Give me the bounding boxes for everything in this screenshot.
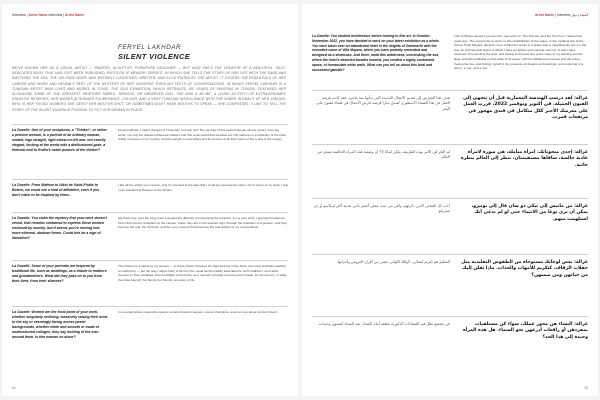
artist-name: FERYEL LAKHDAR — [118, 44, 182, 51]
divider — [312, 90, 588, 91]
arabic-question-2: غزالة: إحدى منحوتاتك، امرأة متأملة، هي صورة لامرأة عادية جالسة، ساقاها مستقيمتان، تنظر إلى العالم بنظرة خائبة. — [460, 150, 588, 168]
right-page — [302, 4, 598, 396]
arabic-answer-5: في مجتمع تظل فيه الفضاءات الذكورية مغلقة أمام النساء، تجد النساء أنفسهن وحيدات. — [317, 322, 450, 326]
arabic-answer-2: لم أفكر في الأمر بهذه الطريقة، ولكن لماذا لا؟ إن وضعية هذه المرأة الجالسة تسخر من العالم. — [317, 150, 450, 160]
answer-5: In a society where masculine spaces remain closed to women, women find alone, and men are alone but don't feel it. — [118, 310, 279, 314]
english-question: La Gazelle: You studied architecture before turning to fine art. In October-November 2022, you have decided to work on your latest exhibition as a whole. You have taken over an abandoned hotel in the heights of Gammarth with the evocative name of Villa Mayara, which you have partially renovated and designed as a showcase. And there, amid this wilderness, overlooking the sea, where the hotel's deserted facades loomed, you created a highly contrasted space, of immaculate white walls. What can you tell us about this total and successful gamble? — [312, 34, 440, 72]
question-5: La Gazelle: Women are the focal point of your work, whether singularly reclining, massively raising their arms to the sky or seemingly facing across pastel backgrounds, whether white and smooth or made of multicoloured collages, they say nothing of the men around them. Is this woman so alone? — [12, 310, 108, 340]
running-header: أسماء | حوار Artist Name | Interview — [535, 13, 588, 17]
running-header: Interview | Artist Name Interview | Artist Name — [12, 13, 85, 17]
question-3: La Gazelle: You claim the mystery that your work doesn't reveal, that remains contained to express these women enclosed by society, but it seems you're moving into more ethereal, abstract forms. Could this be a sign of liberation? — [12, 216, 107, 241]
intro-paragraph: WE'VE KNOWN HER AS A VISUAL ARTIST — PAINTER, SCULPTOR, FURNITURE DESIGNER — BUT NOW SHE'S THE CREATOR OF A BEAUTIFUL, SELF-DEDICATED BOOK THAT HAS JUST BEEN PUBLISHED, ENTITLED 'IF MEMORY SERVES', IN WHICH SHE TELLS THE STORY OF HER LIFE WITH THE SAND AND WATCHING THE SEA, THE 150-PAGE WORK WAS ENTIRELY CONCEIVED, WRITTEN, AND ILLUSTRATED BY THE ARTIST. IT COVERS THE ESSENTIALS OF HER CAREER AND WORK AND REVEALS PART OF THE MYSTERY OF HER UNIVERSE THROUGH TEXTS OF CONVERSATIONS, IN WHICH FERYEL LAKHDAR IS A TUNISIAN ARTIST WHO LIVES AND WORKS IN TUNIS. THE 2016 EXHIBITION, WHICH RETRACED 100 YEARS OF PAINTING IN TUNISIA, FEATURED HER ALONGSIDE SOME OF THE GREATEST. WHETHER SIMPLE, SERIOUS, OR OBSERVED GIRL, SHE WAS A 'MI ME', A LIVING ACTIVITY OF EXTRAORDINARY CREATIVE REVERIES, HER WORDS ALTERNATE EXUBERANCE, COLOUR, AND A VERY TUNISIAN INSOUCIANCE WITH THE SOBER INTIMACY OF HER VISIONS. WHO IS HER YOUNG WOMEN'S SHE SEES? HER MOUTHS SHUT, OR SOMETIMES DON'T HAVE MOUTHS TO SPEAK — SHE CONFESSES, 'I LIKE TO TELL THE STORY OF THE SILENT VIOLENCE PUSHING TO PUT OUR WOMAN IN PLACE.' — [12, 66, 286, 112]
divider — [12, 124, 288, 125]
divider — [312, 254, 588, 255]
answer-1: Feryel Lakhdar: I hadn't thought of it that way, but why not? The posture of this seated woman almost mocks more the world, not only the debate evidenced masters and this smart world that elevates art. Her sadness is a reflection of the bitter reality of women in my country, and the weight on everything and its mercies of all their vision of life is one of the energy. — [118, 128, 287, 142]
answer-2: I like all the artists you mention, and I'm touched at the idea that I could be connected to them, but in terms of my work, I feel more indebted to Picasso or De Chirico. — [118, 183, 288, 192]
question-1: La Gazelle: One of your sculptures, a "Thinker", or rather a pensive woman, is a portrait of an ordinary woman, seated, legs straight, right elbow on left arm, not exactly elegant, looking at the world with a disillusioned gaze, a feminist nod to Rodin's noble posture of the thinker? — [12, 128, 107, 153]
divider — [312, 144, 588, 145]
answer-3: My book may, over the long, have revealed the difficulty of expressing the feminine. In my own work, I approach bodies as forms that can be multiplied on the canvas, where they are in the wooden logs, through the repetition of a gesture, until they become the real, the rhythmic, and the very moment that becomes the real subject of my compositions. — [118, 216, 288, 230]
divider — [312, 316, 588, 317]
divider — [312, 198, 588, 199]
arabic-answer-4: المطبخ هو تكريم لنسائي، لأولئك اللواتي عشن بين أفراح العروس وأحزانها. — [336, 260, 450, 264]
divider — [12, 212, 288, 213]
arabic-answer-1: هدف هذا المعرض إلى تقديم الأعمال الجديدة التي بدأتها منذ عامين، فقد كانت فرصة العمل في هذا الفضاء الأسطوري لفندق ميارا فرصة لعرض الأعمال في فضاء مفتوح على البحر. — [316, 96, 450, 111]
arabic-question-3: غزالة: من ماتيس إلى نيكي دو سان فال إلى بوتيرو، يمكن أن نرى نوعا من الانتماء حتى لو لم تدعي أنك استلهمت منهم. — [471, 204, 588, 222]
answer-4: The Kitchen is a tribute to my women — to those chiefly between the high and low of the bride, the many festivities leading to matrimony — but the way I depict them is far from the usual sentimentality associated to such traditions, and rather focuses on their nostalgia, their sensibility of the bride, as a moment of family and everyone's heart, for the women, or what the bride has left; her family, her friends, as a way of life. — [118, 264, 287, 282]
question-4: La Gazelle: Some of your portraits are inspired by traditional ills, such as weddings, as a tribute to mothers and grandmothers. What did they pass on to you from their lives, from their silences? — [12, 264, 107, 284]
question-2: La Gazelle: From Matisse to Nikki de Saint-Phalle to Botero, we could see a kind of affiliation, even if you don't claim to be inspired by them... — [12, 183, 100, 198]
divider — [12, 260, 288, 261]
english-answer: This exhibition aimed to present the new work on 'The Pension and the Tea Tree' I started two years ago. The opportunity to work on this rehabilitation of the space, in the mythical site of the former Hotel Mayara, allowed me to exhibit the works in a space that is magnificently open to the sea, an architectural object of which I have an artistic and intimate memory. In fact I have dreamed of reconciling the past, and having in the past few years many of my painting and the large portraits exhibited on this walls of its space, with its childhood memories and the future, freeing the two, and finding myself in the presence of dreams and paintings, and exploring of a 'them', a 'me', and a 'we'. — [454, 34, 587, 71]
arabic-question-1: غزالة: لقد درستِ الهندسة المعمارية قبل أن تتجهي إلى الفنون الجميلة. في أكتوبر ونوفمبر 2022، قررتِ العمل على معرضك الأخير ككل متكامل في فندق مهجور في مرتفعات قمرت. — [463, 96, 588, 121]
arabic-answer-3: أحب كل الفنانين الذين ذكرتهم، ولكن من حيث عملي أشعر بأنني مدينة أكثر لبيكاسو أو دي شيريكو. — [313, 204, 450, 214]
divider — [12, 306, 288, 307]
divider — [12, 179, 288, 180]
arabic-question-5: غزالة: النساء هن محور عملك، سواء كن مستلقيات بمفردهن أو رافعات أذرعهن نحو السماء. هل هذه المرأة وحيدة إلى هذا الحد؟ — [462, 322, 588, 340]
page-number: 55 — [584, 386, 588, 390]
article-title-block — [118, 44, 286, 61]
article-title: SILENT VIOLENCE — [118, 52, 191, 61]
left-page — [2, 4, 298, 396]
page-number: 54 — [12, 386, 16, 390]
arabic-question-4: غزالة: بعض لوحاتك مستوحاة من الطقوس التقليدية مثل حفلات الزفاف، كتكريم للأمهات والجدات. ماذا نقلن إليك من حياتهن ومن صمتهن؟ — [461, 260, 588, 278]
